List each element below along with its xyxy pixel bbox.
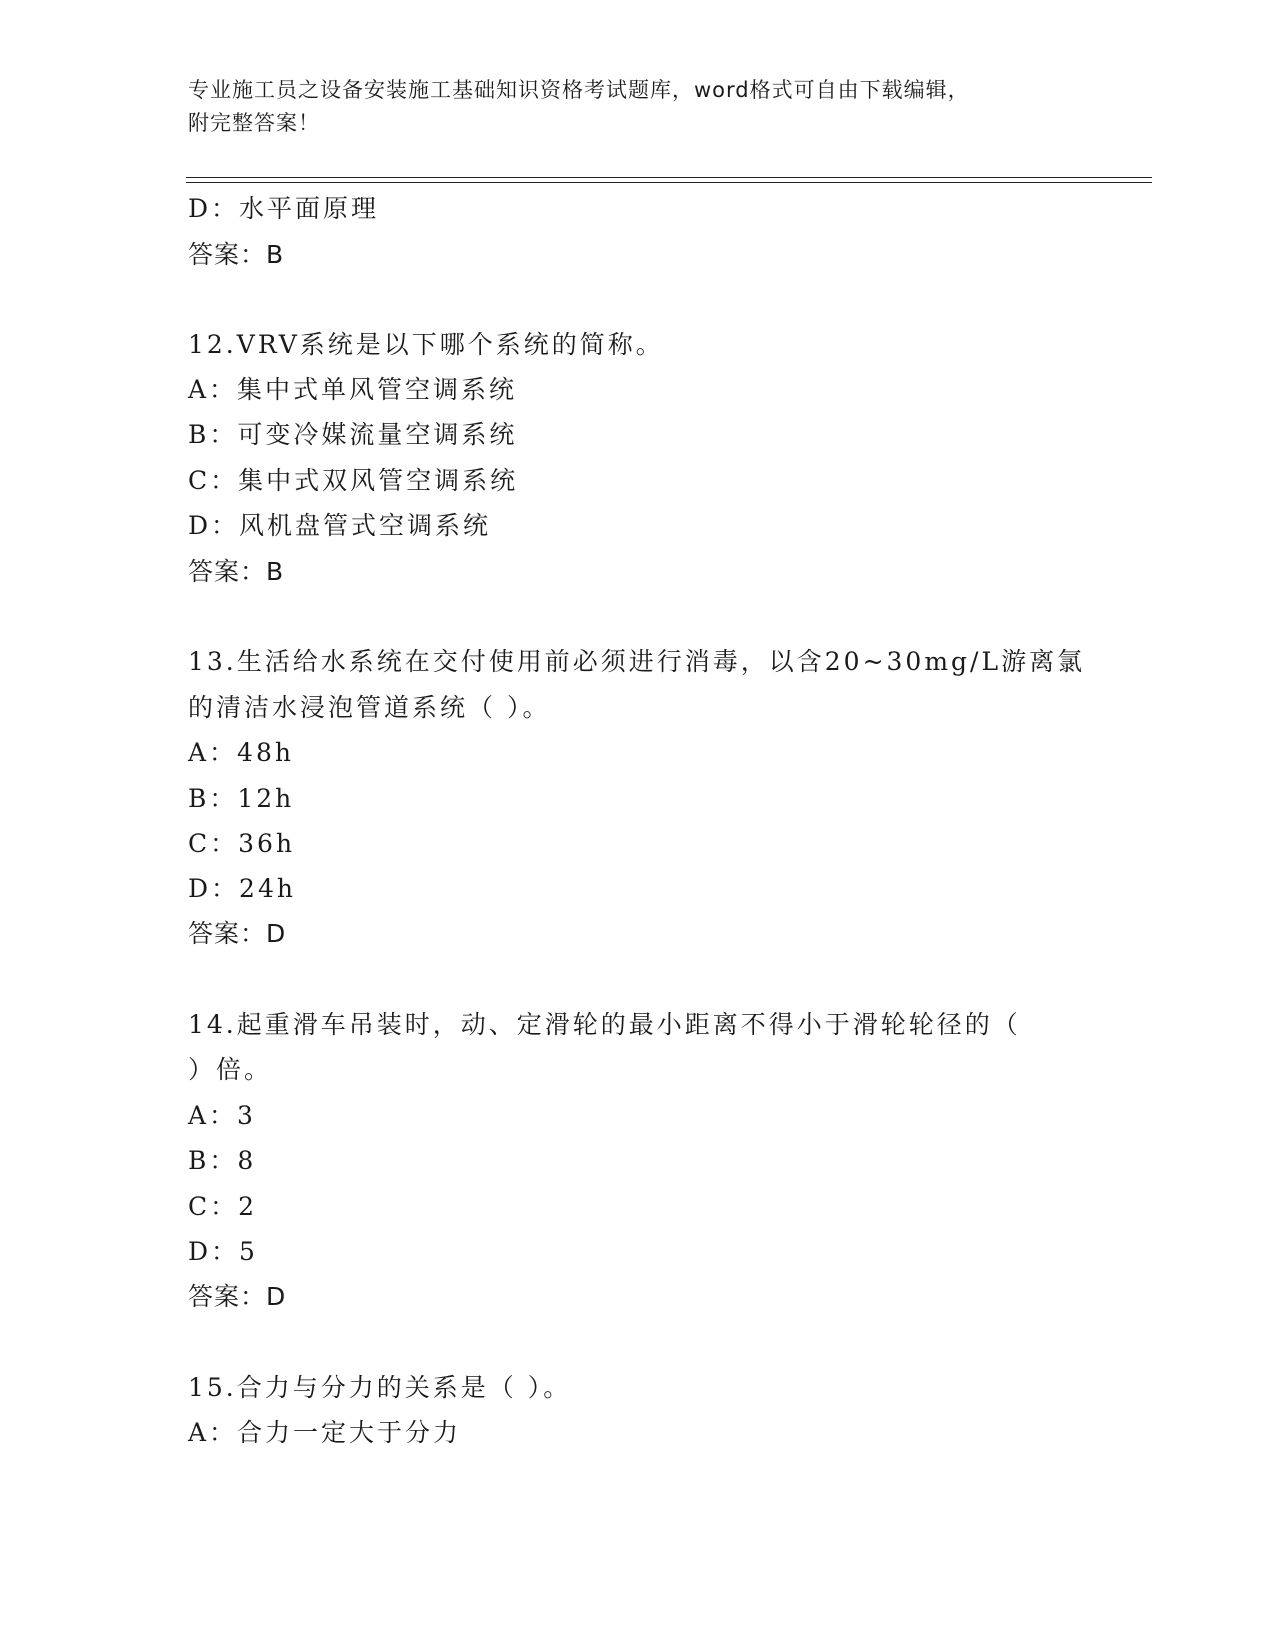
answer-q11: 答案：B <box>188 240 285 269</box>
option-a-q13: A：48h <box>188 738 294 767</box>
question-13-line-2: 的清洁水浸泡管道系统（ ）。 <box>188 693 551 722</box>
option-d-q12: D：风机盘管式空调系统 <box>188 511 492 540</box>
header-rule-bottom <box>186 182 1152 183</box>
question-13-line-1: 13.生活给水系统在交付使用前必须进行消毒，以含20~30mg/L游离氯 <box>188 647 1086 676</box>
option-a-q12: A：集中式单风管空调系统 <box>188 375 518 404</box>
option-b-q12: B：可变冷媒流量空调系统 <box>188 420 518 449</box>
question-14-line-1: 14.起重滑车吊装时，动、定滑轮的最小距离不得小于滑轮轮径的（ <box>188 1010 1021 1039</box>
option-a-q15: A：合力一定大于分力 <box>188 1418 462 1447</box>
question-12: 12.VRV系统是以下哪个系统的简称。 <box>188 330 664 359</box>
option-c-q14: C：2 <box>188 1192 258 1221</box>
option-d-q11: D：水平面原理 <box>188 194 380 223</box>
option-b-q14: B：8 <box>188 1146 257 1175</box>
header-line-1: 专业施工员之设备安装施工基础知识资格考试题库，word格式可自由下载编辑， <box>188 78 970 102</box>
answer-q14: 答案：D <box>188 1282 287 1311</box>
option-c-q13: C：36h <box>188 829 296 858</box>
header-line-2: 附完整答案！ <box>188 111 320 135</box>
option-d-q14: D：5 <box>188 1237 258 1266</box>
document-header <box>188 74 1088 140</box>
header-rule-top <box>186 177 1152 178</box>
question-15: 15.合力与分力的关系是（ ）。 <box>188 1373 572 1402</box>
option-c-q12: C：集中式双风管空调系统 <box>188 466 519 495</box>
option-d-q13: D：24h <box>188 874 296 903</box>
question-14-line-2: ）倍。 <box>188 1055 273 1084</box>
option-b-q13: B：12h <box>188 784 295 813</box>
option-a-q14: A：3 <box>188 1101 256 1130</box>
answer-q13: 答案：D <box>188 919 287 948</box>
answer-q12: 答案：B <box>188 557 285 586</box>
